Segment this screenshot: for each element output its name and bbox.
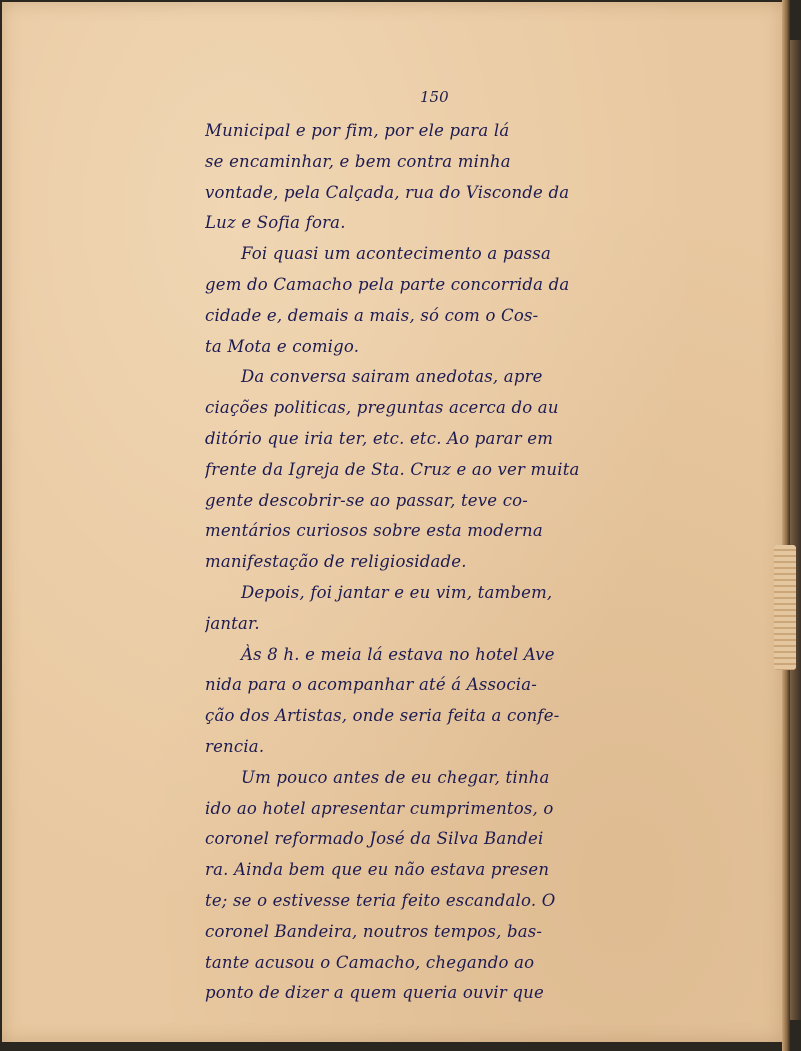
manuscript-line: ra. Ainda bem que eu não estava presen xyxy=(205,860,550,880)
torn-paper-strip xyxy=(774,545,796,670)
manuscript-line: se encaminhar, e bem contra minha xyxy=(205,151,511,171)
manuscript-line: te; se o estivesse teria feito escandalo. O xyxy=(205,890,556,910)
manuscript-line: Municipal e por fim, por ele para lá xyxy=(205,121,510,140)
manuscript-line: mentários curiosos sobre esta moderna xyxy=(205,521,543,541)
manuscript-line: Às 8 h. e meia lá estava no hotel Ave xyxy=(241,644,555,664)
book-cover-edge xyxy=(790,40,801,1020)
handwritten-text-body xyxy=(205,116,675,1009)
manuscript-line: frente da Igreja de Sta. Cruz e ao ver muita xyxy=(205,459,580,479)
manuscript-line: nida para o acompanhar até á Associa- xyxy=(205,675,538,695)
manuscript-line: Foi quasi um acontecimento a passa xyxy=(241,244,551,264)
page-number: 150 xyxy=(420,88,449,106)
manuscript-line: ção dos Artistas, onde seria feita a confe- xyxy=(205,706,560,726)
manuscript-line: vontade, pela Calçada, rua do Visconde da xyxy=(205,182,570,202)
manuscript-line: gente descobrir-se ao passar, teve co- xyxy=(205,490,529,510)
manuscript-line: coronel Bandeira, noutros tempos, bas- xyxy=(205,921,543,941)
manuscript-line: ido ao hotel apresentar cumprimentos, o xyxy=(205,798,554,818)
manuscript-line: gem do Camacho pela parte concorrida da xyxy=(205,274,570,294)
manuscript-line: Luz e Sofia fora. xyxy=(205,213,346,233)
manuscript-line: ponto de dizer a quem queria ouvir que xyxy=(205,983,544,1003)
manuscript-line: Um pouco antes de eu chegar, tinha xyxy=(241,767,550,787)
page-binding-edge xyxy=(782,0,790,1051)
manuscript-line: tante acusou o Camacho, chegando ao xyxy=(205,952,535,972)
manuscript-line: ta Mota e comigo. xyxy=(205,336,360,356)
manuscript-line: coronel reformado José da Silva Bandei xyxy=(205,829,544,849)
manuscript-line: Depois, foi jantar e eu vim, tambem, xyxy=(241,582,553,602)
manuscript-line: manifestação de religiosidade. xyxy=(205,552,467,572)
manuscript-line: cidade e, demais a mais, só com o Cos- xyxy=(205,305,539,325)
manuscript-line: rencia. xyxy=(205,736,265,756)
manuscript-line: Da conversa sairam anedotas, apre xyxy=(241,367,543,387)
manuscript-line: ciações politicas, preguntas acerca do au xyxy=(205,398,559,418)
manuscript-line: ditório que iria ter, etc. etc. Ao parar em xyxy=(205,428,554,448)
manuscript-line: jantar. xyxy=(205,613,260,633)
